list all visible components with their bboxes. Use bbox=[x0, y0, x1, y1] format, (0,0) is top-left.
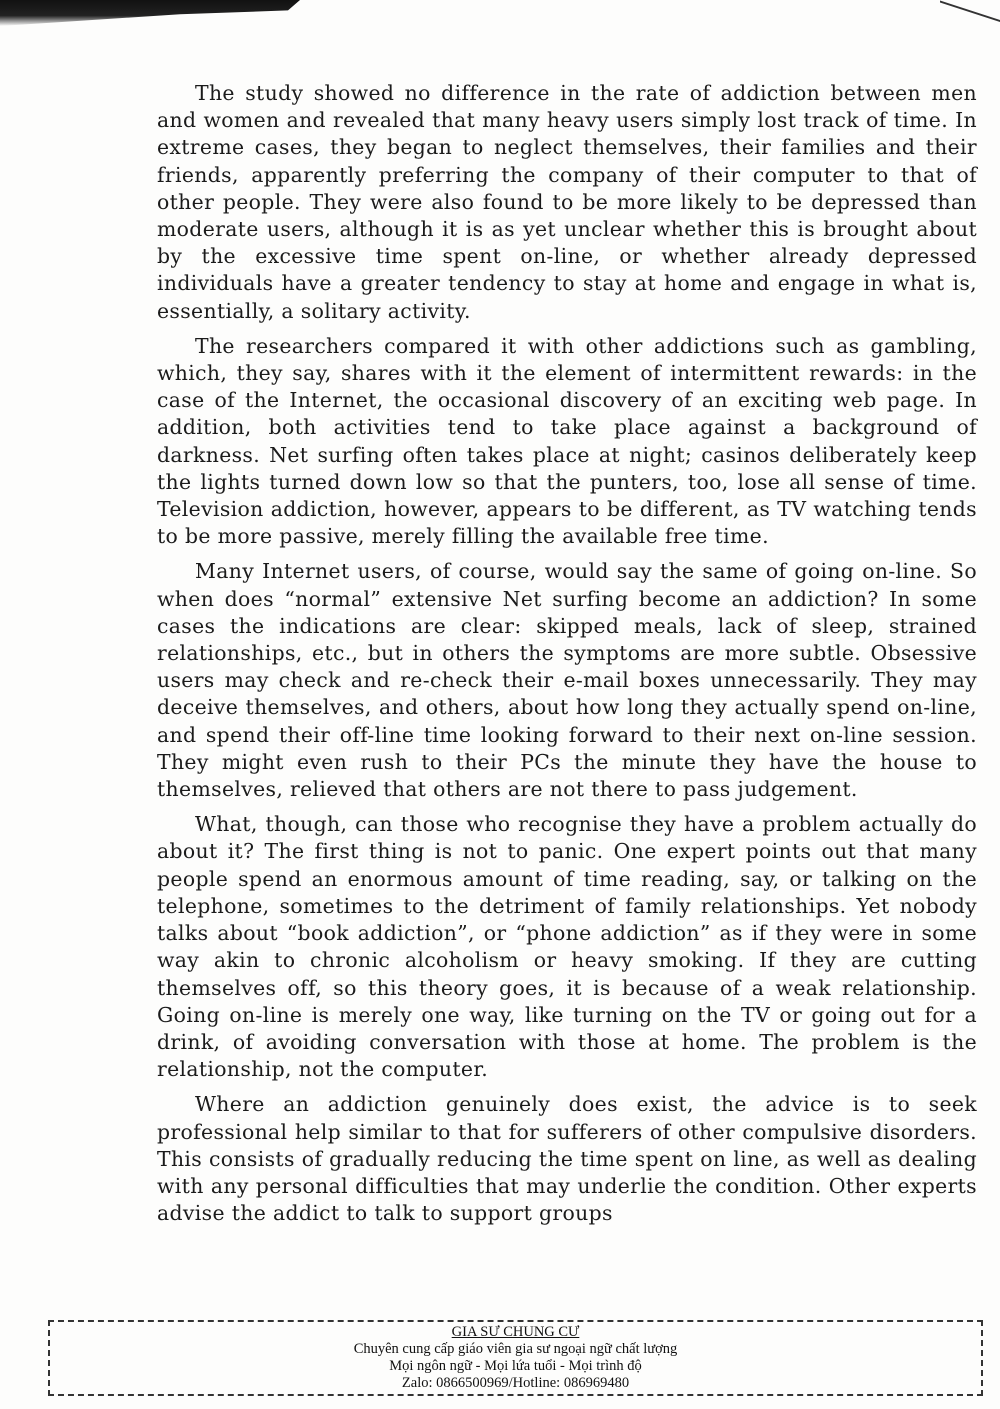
footer-line-services: Chuyên cung cấp giáo viên gia sư ngoại ngữ chất lượng bbox=[353, 1341, 678, 1357]
paragraph-5: Where an addiction genuinely does exist, the advice is to seek professional help similar to that for sufferers of other compulsive disorders. This consists of gradually reducing the time spent on line, as well as dealing with any personal difficulties that may underlie the condition. Other experts advise the addict to talk to support groups bbox=[157, 1092, 977, 1226]
article-body bbox=[157, 80, 977, 1235]
paragraph-3: Many Internet users, of course, would say the same of going on-line. So when does “normal” extensive Net surfing become an addiction? In some cases the indications are clear: skipped meals, lack of sleep, strained relationships, etc., but in others the symptoms are more subtle. Obsessive users may check and re-check their e-mail boxes unnecessarily. They may deceive themselves, and others, about how long they actually spend on-line, and spend their off-line time looking forward to their next on-line session. They might even rush to their PCs the minute they have the house to themselves, relieved that others are not there to pass judgement. bbox=[157, 559, 977, 802]
scan-shadow-top-left bbox=[0, 0, 300, 26]
paragraph-1: The study showed no difference in the rate of addiction between men and women and revealed that many heavy users simply lost track of time. In extreme cases, they began to neglect themselves, their families and their friends, apparently preferring the company of their computer to that of other people. They were also found to be more likely to be depressed than moderate users, although it is as yet unclear whether this is brought about by the excessive time spent on-line, or whether already depressed individuals have a greater tendency to stay at home and engage in what is, essentially, a solitary activity. bbox=[157, 81, 977, 323]
scan-edge-top-right bbox=[940, 0, 1000, 22]
footer-line-scope: Mọi ngôn ngữ - Mọi lứa tuổi - Mọi trình độ bbox=[389, 1358, 642, 1374]
paragraph-2: The researchers compared it with other addictions such as gambling, which, they say, shares with it the element of intermittent rewards: in the case of the Internet, the occasional discovery of an exciting web page. In addition, both activities tend to take place against a background of darkness. Net surfing often takes place at night; casinos deliberately keep the lights turned down low so that the punters, too, lose all sense of time. Television addiction, however, appears to be different, as TV watching tends to be more passive, merely filling the available free time. bbox=[157, 333, 977, 549]
footer-title: GIA SƯ CHUNG CƯ bbox=[451, 1324, 580, 1340]
footer-line-contact: Zalo: 0866500969/Hotline: 086969480 bbox=[401, 1375, 630, 1391]
footer-advert-box bbox=[48, 1320, 983, 1396]
paragraph-4: What, though, can those who recognise they have a problem actually do about it? The first thing is not to panic. One expert points out that many people spend an enormous amount of time reading, say, or talking on the telephone, sometimes to the detriment of family relationships. Yet nobody talks about “book addiction”, or “phone addiction” as if they were in some way akin to chronic alcoholism or heavy smoking. If they are cutting themselves off, so this theory goes, it is because of a weak relationship. Going on-line is merely one way, like turning on the TV or going out for a drink, of avoiding conversation with those at home. The problem is the relationship, not the computer. bbox=[157, 812, 977, 1082]
